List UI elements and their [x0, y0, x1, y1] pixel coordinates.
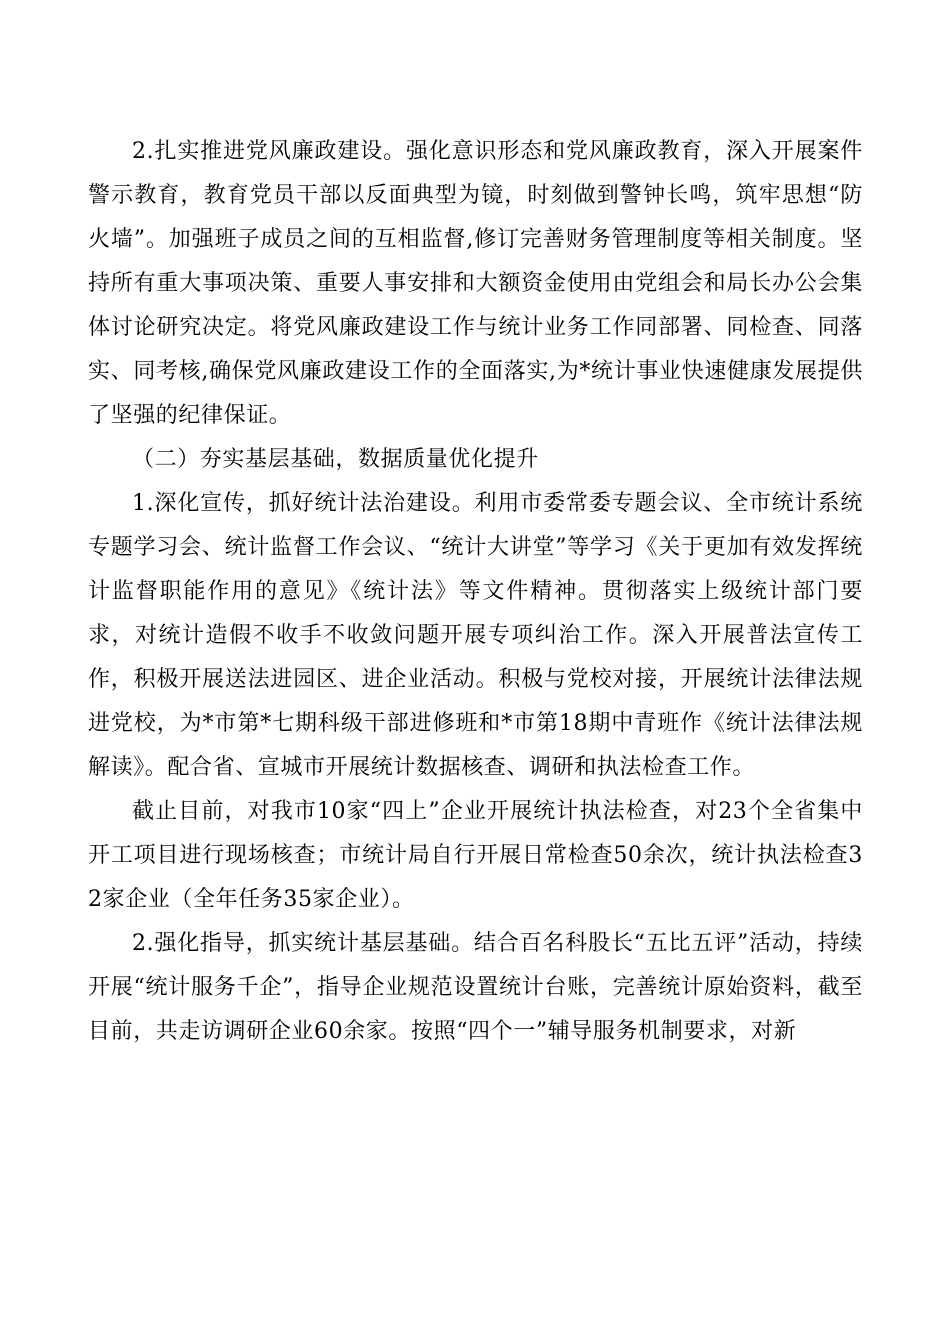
paragraph-grassroots-guidance: 2.强化指导，抓实统计基层基础。结合百名科股长“五比五评”活动，持续开展“统计服务千企”，指导企业规范设置统计台账，完善统计原始资料，截至目前，共走访调研企业60余家。按照“四个一”辅导服务机制要求，对新 — [88, 931, 863, 1044]
paragraph-party-integrity: 2.扎实推进党风廉政建设。强化意识形态和党风廉政教育，深入开展案件警示教育，教育党员干部以反面典型为镜，时刻做到警钟长鸣，筑牢思想“防火墙”。加强班子成员之间的互相监督,修订完善财务管理制度等相关制度。坚持所有重大事项决策、重要人事安排和大额资金使用由党组会和局长办公会集体讨论研究决定。将党风廉政建设工作与统计业务工作同部署、同检查、同落实、同考核,确保党风廉政建设工作的全面落实,为*统计事业快速健康发展提供了坚强的纪律保证。 — [88, 139, 863, 428]
document-body — [88, 130, 863, 1054]
paragraph-statistics-law: 1.深化宣传，抓好统计法治建设。利用市委常委专题会议、全市统计系统专题学习会、统计监督工作会议、“统计大讲堂”等学习《关于更加有效发挥统计监督职能作用的意见》《统计法》等文件精神。贯彻落实上级统计部门要求，对统计造假不收手不收敛问题开展专项纠治工作。深入开展普法宣传工作，积极开展送法进园区、进企业活动。积极与党校对接，开展统计法律法规进党校，为*市第*七期科级干部进修班和*市第18期中青班作《统计法律法规解读》。配合省、宣城市开展统计数据核查、调研和执法检查工作。 — [88, 491, 863, 780]
section-heading-grassroots: （二）夯实基层基础，数据质量优化提升 — [132, 447, 539, 472]
paragraph-inspection-summary: 截止目前，对我市10家“四上”企业开展统计执法检查，对23个全省集中开工项目进行现场核查；市统计局自行开展日常检查50余次，统计执法检查32家企业（全年任务35家企业）。 — [88, 799, 863, 912]
